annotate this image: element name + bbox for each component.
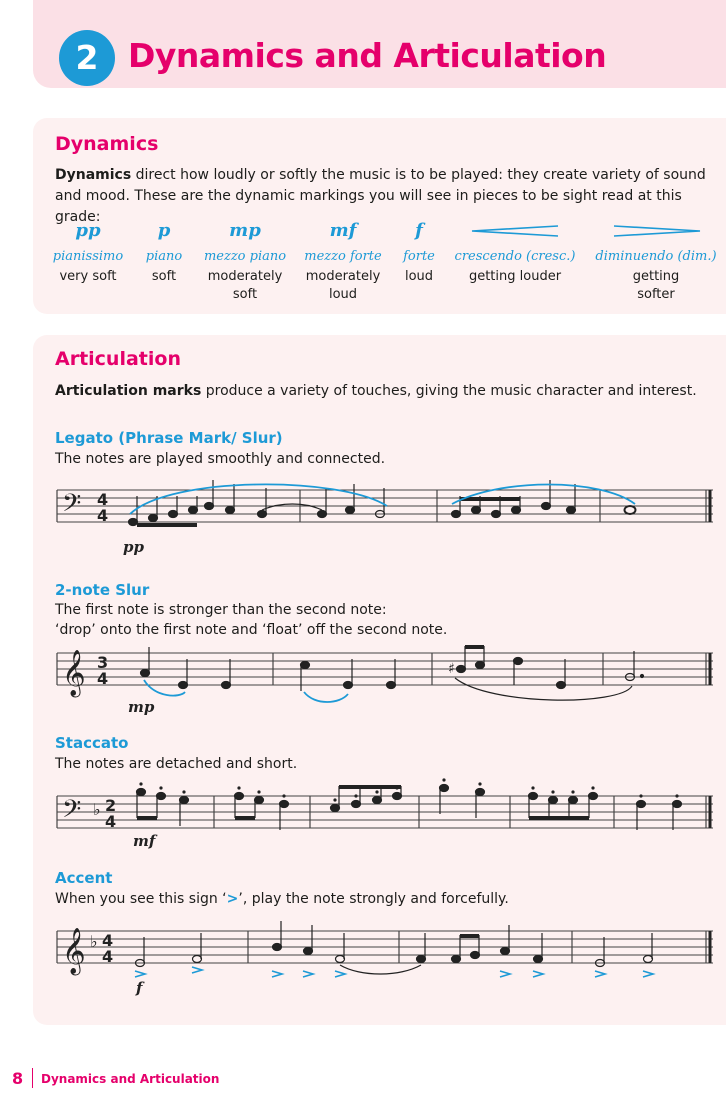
footer-section-title: Dynamics and Articulation bbox=[41, 1072, 220, 1086]
dynamics-intro-line2: and mood. These are the dynamic markings you will see in pieces to be sight read at this grade: bbox=[55, 188, 682, 225]
accent-title: Accent bbox=[55, 869, 113, 887]
accent-dynamic: f bbox=[136, 979, 143, 997]
staccato-dots bbox=[139, 778, 678, 801]
flat-icon: ♭ bbox=[93, 800, 101, 819]
articulation-title: Articulation bbox=[55, 348, 181, 370]
dynamic-italian-p: piano bbox=[145, 249, 183, 264]
staccato-time-bottom: 4 bbox=[105, 812, 117, 831]
dynamic-symbol-p: p bbox=[157, 220, 171, 241]
slur-mark-1 bbox=[144, 680, 185, 696]
dynamic-italian-pp: pianissimo bbox=[52, 249, 124, 264]
treble-clef-icon: 𝄞 bbox=[62, 650, 86, 696]
accent-text bbox=[55, 889, 509, 909]
slur-text-line2: ‘drop’ onto the first note and ‘float’ off the second note. bbox=[55, 622, 448, 638]
accent-marks bbox=[135, 967, 653, 977]
accent-notes bbox=[136, 921, 653, 967]
bass-clef-icon: 𝄢 bbox=[62, 795, 82, 830]
articulation-intro-rest: produce a variety of touches, giving the music character and interest. bbox=[201, 383, 697, 399]
dynamics-intro-line1: direct how loudly or softly the music is to be played: they create variety of sound bbox=[131, 167, 706, 183]
dynamic-english-mp-l1: moderately bbox=[207, 269, 283, 284]
slur-mark-2 bbox=[304, 692, 348, 702]
staccato-dynamic: mf bbox=[133, 832, 156, 850]
slur-time-bottom: 4 bbox=[97, 669, 109, 688]
dynamic-english-mp bbox=[208, 268, 283, 304]
dynamic-english-cresc bbox=[469, 268, 561, 286]
dynamic-english-dim-l1: getting softer bbox=[632, 269, 680, 302]
flat-icon: ♭ bbox=[90, 932, 98, 951]
staccato-notes bbox=[137, 785, 682, 831]
dynamic-english-mf-l2: loud bbox=[328, 287, 358, 302]
dynamic-english-mf-l1: moderately bbox=[305, 269, 381, 284]
dynamic-symbol-pp: pp bbox=[75, 220, 101, 241]
bass-clef-icon: 𝄢 bbox=[62, 489, 82, 524]
accent-sign-icon: > bbox=[226, 891, 239, 907]
diminuendo-hairpin-icon bbox=[612, 224, 702, 238]
dynamics-title: Dynamics bbox=[55, 133, 159, 155]
accent-tie bbox=[340, 965, 421, 974]
dynamic-english-f-l1: loud bbox=[404, 269, 434, 284]
slur-text-line1: The first note is stronger than the second note: bbox=[55, 602, 387, 618]
phrase-mark bbox=[455, 678, 632, 700]
dynamics-intro bbox=[55, 165, 725, 228]
accent-time-top: 4 bbox=[102, 931, 114, 950]
slur-time-top: 3 bbox=[97, 653, 109, 672]
dynamic-english-mf bbox=[306, 268, 381, 304]
slur-staff bbox=[0, 640, 726, 720]
dynamic-english-pp bbox=[59, 268, 116, 286]
staccato-text: The notes are detached and short. bbox=[55, 756, 298, 772]
articulation-intro bbox=[55, 381, 725, 402]
articulation-intro-bold: Articulation marks bbox=[55, 383, 202, 399]
staccato-time-top: 2 bbox=[105, 796, 117, 815]
slur-title: 2-note Slur bbox=[55, 581, 150, 599]
legato-text: The notes are played smoothly and connected. bbox=[55, 451, 386, 467]
staccato-title: Staccato bbox=[55, 734, 129, 752]
legato-tie bbox=[262, 504, 322, 510]
dynamic-italian-f: forte bbox=[403, 249, 435, 264]
dynamic-english-f bbox=[405, 268, 433, 286]
chapter-title: Dynamics and Articulation bbox=[128, 36, 607, 75]
dynamic-symbol-mp: mp bbox=[229, 220, 261, 241]
footer-divider bbox=[32, 1068, 33, 1088]
legato-staff bbox=[0, 470, 726, 560]
accent-time-bottom: 4 bbox=[102, 947, 114, 966]
dynamic-italian-mf: mezzo forte bbox=[304, 249, 382, 264]
dynamic-english-p bbox=[152, 268, 176, 286]
accent-text-after: ’, play the note strongly and forcefully. bbox=[238, 891, 509, 907]
slur-dynamic: mp bbox=[128, 698, 155, 716]
legato-dynamic: pp bbox=[123, 538, 144, 556]
dynamic-italian-cresc: crescendo (cresc.) bbox=[454, 249, 576, 264]
accent-staff bbox=[0, 915, 726, 1000]
dynamic-english-mp-l2: soft bbox=[232, 287, 258, 302]
legato-time-top: 4 bbox=[97, 490, 109, 509]
page-number: 8 bbox=[12, 1069, 24, 1088]
dynamic-symbol-f: f bbox=[415, 220, 423, 241]
dynamic-english-pp-l1: very soft bbox=[59, 269, 117, 284]
dynamic-english-p-l1: soft bbox=[151, 269, 177, 284]
chapter-number-badge: 2 bbox=[59, 30, 115, 86]
legato-title: Legato (Phrase Mark/ Slur) bbox=[55, 429, 283, 447]
staccato-staff bbox=[0, 776, 726, 856]
dynamic-symbol-mf: mf bbox=[329, 220, 357, 241]
dynamic-english-dim bbox=[621, 268, 691, 304]
sharp-icon: ♯ bbox=[448, 661, 455, 677]
accent-text-before: When you see this sign ‘ bbox=[55, 891, 227, 907]
dynamics-intro-bold: Dynamics bbox=[55, 167, 132, 183]
crescendo-hairpin-icon bbox=[470, 224, 560, 238]
dynamic-english-cresc-l1: getting louder bbox=[468, 269, 562, 284]
dynamic-italian-mp: mezzo piano bbox=[203, 249, 287, 264]
legato-time-bottom: 4 bbox=[97, 506, 109, 525]
dynamic-italian-dim: diminuendo (dim.) bbox=[595, 249, 717, 264]
treble-clef-icon: 𝄞 bbox=[62, 928, 86, 974]
